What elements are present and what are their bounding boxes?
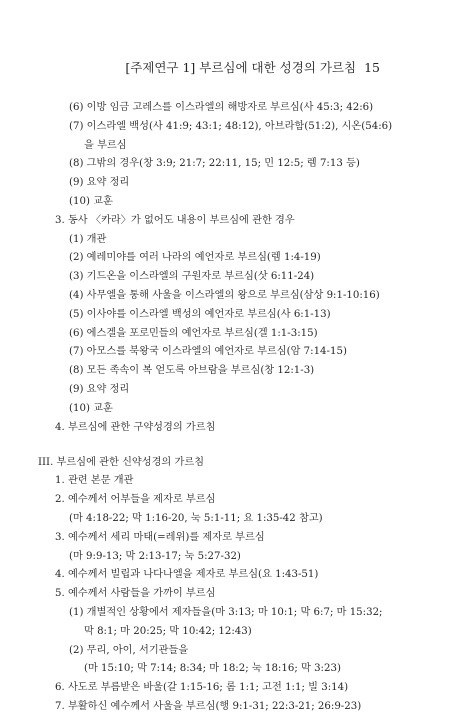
outline-line: (9) 요약 정리 (69, 384, 130, 395)
outline-heading: 4. 부르심에 관한 구약성경의 가르침 (55, 422, 216, 433)
outline-line: (마 9:9-13; 막 2:13-17; 눅 5:27-32) (69, 551, 241, 562)
header-title: [주제연구 1] 부르심에 대한 성경의 가르침 (125, 60, 357, 75)
outline-line: 을 부르심 (84, 140, 127, 151)
outline-heading: 6. 사도로 부름받은 바울(갈 1:15-16; 롬 1:1; 고전 1:1; 빌 3:14) (55, 682, 349, 693)
outline-line: (6) 이방 임금 고레스를 이스라엘의 해방자로 부르심(사 45:3; 42:6) (69, 102, 374, 113)
outline-line: (2) 무리, 아이, 서기관들을 (69, 645, 189, 656)
outline-line: 막 8:1; 마 20:25; 막 10:42; 12:43) (84, 626, 252, 637)
outline-line: (1) 개별적인 상황에서 제자들을(마 3:13; 마 10:1; 막 6:7; 마 15:32; (69, 607, 383, 618)
outline-line: (마 15:10; 막 7:14; 8:34; 마 18:2; 눅 18:16; 막 3:23) (84, 663, 341, 674)
outline-line: (1) 개관 (69, 234, 107, 245)
outline-line: (10) 교훈 (69, 403, 113, 414)
outline-heading: 4. 예수께서 빌립과 나다나엘을 제자로 부르심(요 1:43-51) (55, 569, 319, 580)
outline-line: (10) 교훈 (69, 196, 113, 207)
outline-line: (8) 그밖의 경우(창 3:9; 21:7; 22:11, 15; 민 12:5; 렘 7:13 등) (69, 158, 360, 169)
outline-line: (5) 이사야를 이스라엘 백성의 예언자로 부르심(사 6:1-13) (69, 309, 331, 320)
outline-line: (6) 에스겔을 포로민들의 예언자로 부르심(겔 1:1-3:15) (69, 328, 318, 339)
outline-line: (8) 모든 족속이 복 얻도록 아브람을 부르심(창 12:1-3) (69, 365, 315, 376)
outline-heading: 7. 부활하신 예수께서 사울을 부르심(행 9:1-31; 22:3-21; 26:9-23) (55, 701, 362, 712)
outline-line: (3) 기드온을 이스라엘의 구원자로 부르심(삿 6:11-24) (69, 271, 315, 282)
outline-line: (7) 이스라엘 백성(사 41:9; 43:1; 48:12), 아브라함(51:2), 시온(54:6) (69, 121, 393, 132)
outline-line: (7) 아모스를 북왕국 이스라엘의 예언자로 부르심(암 7:14-15) (69, 346, 347, 357)
outline-heading: 2. 예수께서 어부들을 제자로 부르심 (55, 494, 216, 505)
running-header (125, 58, 380, 76)
outline-heading: 3. 동사 〈카라〉가 없어도 내용이 부르심에 관한 경우 (55, 215, 295, 226)
section-heading: III. 부르심에 관한 신약성경의 가르침 (38, 457, 205, 468)
outline-line: (마 4:18-22; 막 1:16-20, 눅 5:1-11; 요 1:35-42 참고) (69, 513, 323, 524)
outline-line: (9) 요약 정리 (69, 177, 130, 188)
outline-heading: 3. 예수께서 세리 마태(=레위)를 제자로 부르심 (55, 532, 265, 543)
page-number: 15 (364, 60, 380, 75)
outline-line: (4) 사무엘을 통해 사울을 이스라엘의 왕으로 부르심(삼상 9:1-10:16) (69, 290, 380, 301)
outline-heading: 1. 관련 본문 개관 (55, 475, 134, 486)
outline-heading: 5. 예수께서 사람들을 가까이 부르심 (55, 588, 216, 599)
outline-line: (2) 예레미야를 여러 나라의 예언자로 부르심(렘 1:4-19) (69, 252, 321, 263)
